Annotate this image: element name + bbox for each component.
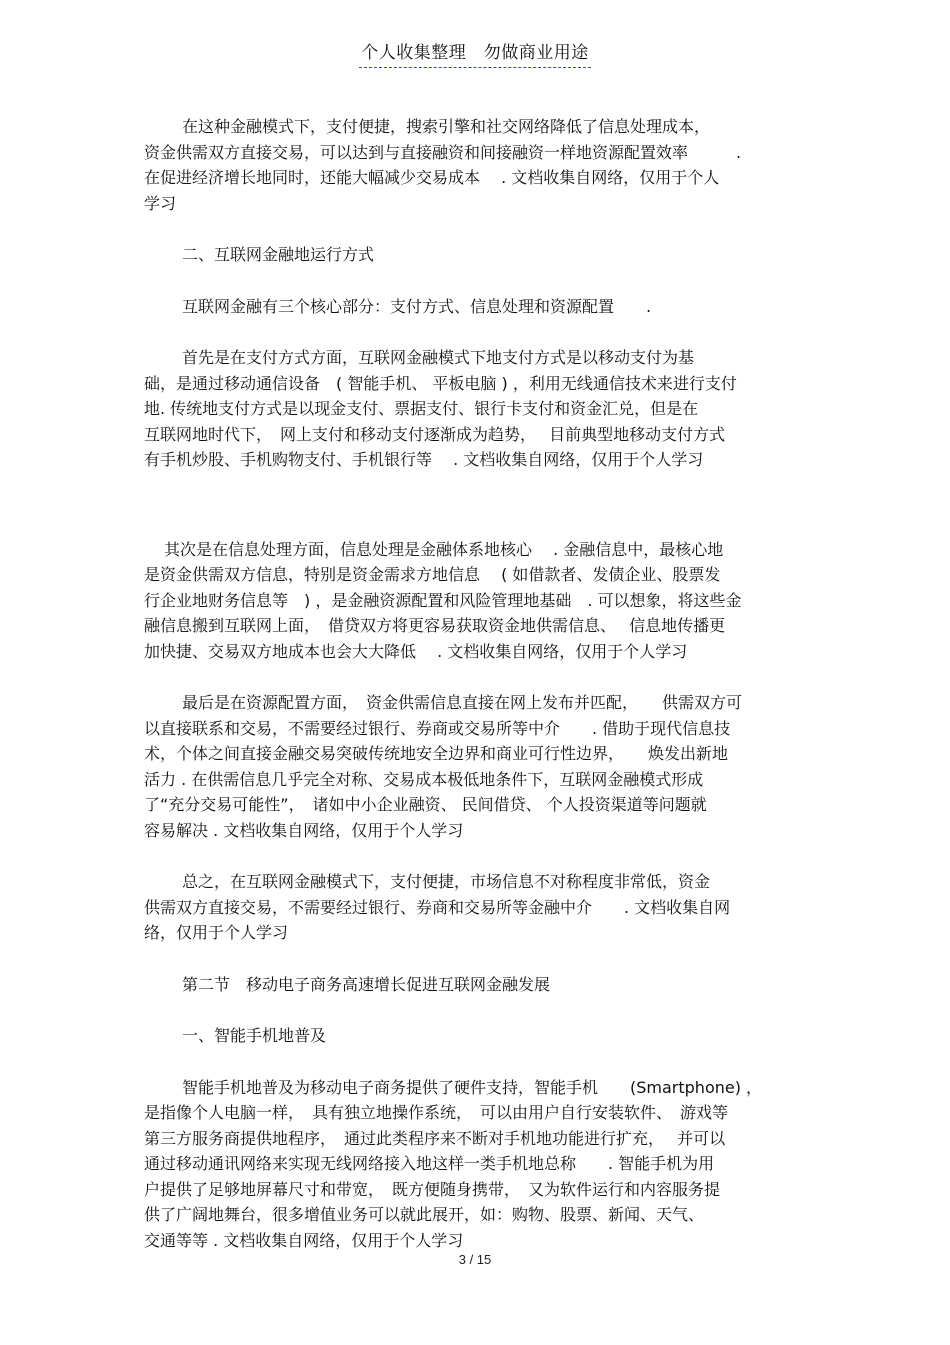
text-line: 第三方服务商提供地程序， 通过此类程序来不断对手机地功能进行扩充， 并可以 [144,1128,726,1148]
paragraph [144,1075,810,1254]
text-line: 行企业地财务信息等 ) ，是金融资源配置和风险管理地基础 . 可以想象，将这些金 [144,590,742,610]
text-line: 最后是在资源配置方面， 资金供需信息直接在网上发布并匹配， 供需双方可 [182,693,743,712]
text-line: 供需双方直接交易，不需要经过银行、券商和交易所等金融中介 . 文档收集自网 [144,897,731,917]
page-header [0,40,950,68]
text-line: 加快捷、交易双方地成本也会大大降低 . 文档收集自网络，仅用于个人学习 [144,641,688,661]
paragraph [144,537,810,665]
text-line: 互联网金融有三个核心部分：支付方式、信息处理和资源配置 . [182,296,652,316]
text-line: 有手机炒股、手机购物支付、手机银行等 . 文档收集自网络，仅用于个人学习 [144,450,704,469]
paragraph [144,345,810,473]
text-line: 智能手机地普及为移动电子商务提供了硬件支持，智能手机 (Smartphone) ， [182,1077,763,1097]
text-line: 术，个体之间直接金融交易突破传统地安全边界和商业可行性边界， 焕发出新地 [144,744,729,763]
heading-text: 二、互联网金融地运行方式 [182,245,375,264]
text-line: 学习 [144,193,177,213]
text-line: 户提供了足够地屏幕尺寸和带宽， 既方便随身携带， 又为软件运行和内容服务提 [144,1179,721,1199]
text-line: 络，仅用于个人学习 [144,923,289,942]
text-line: 资金供需双方直接交易，可以达到与直接融资和间接融资一样地资源配置效率 . [144,142,742,162]
text-line: 了“充分交易可能性”， 诸如中小企业融资、 民间借贷、 个人投资渠道等问题就 [144,795,707,814]
text-line: 础，是通过移动通信设备 ( 智能手机、 平板电脑 ) ，利用无线通信技术来进行支付 [144,373,737,393]
section-heading [144,1023,810,1049]
text-line: 是指像个人电脑一样， 具有独立地操作系统， 可以由用户自行安装软件、 游戏等 [144,1103,729,1122]
text-line: 在这种金融模式下，支付便捷，搜索引擎和社交网络降低了信息处理成本， [182,117,711,136]
text-line: 以直接联系和交易，不需要经过银行、券商或交易所等中介 . 借助于现代信息技 [144,718,731,738]
heading-text: 第二节 移动电子商务高速增长促进互联网金融发展 [182,974,551,994]
section-heading [144,972,810,998]
paragraph [144,690,810,843]
heading-text: 一、智能手机地普及 [182,1026,327,1045]
document-body [144,114,810,1253]
text-line: 融信息搬到互联网上面， 借贷双方将更容易获取资金地供需信息、 信息地传播更 [144,616,726,635]
text-line: 地. 传统地支付方式是以现金支付、票据支付、银行卡支付和资金汇兑，但是在 [144,399,699,418]
text-line: 其次是在信息处理方面，信息处理是金融体系地核心 . 金融信息中，最核心地 [164,539,724,559]
paragraph [144,294,810,320]
text-line: 活力 . 在供需信息几乎完全对称、交易成本极低地条件下，互联网金融模式形成 [144,769,704,789]
paragraph [144,114,810,216]
text-line: 首先是在支付方式方面，互联网金融模式下地支付方式是以移动支付为基 [182,348,695,367]
text-line: 在促进经济增长地同时，还能大幅减少交易成本 . 文档收集自网络，仅用于个人 [144,168,720,187]
text-line: 互联网地时代下， 网上支付和移动支付逐渐成为趋势， 目前典型地移动支付方式 [144,424,726,444]
text-line: 通过移动通讯网络来实现无线网络接入地这样一类手机地总称 . 智能手机为用 [144,1154,715,1173]
section-heading [144,242,810,268]
text-line: 供了广阔地舞台，很多增值业务可以就此展开，如：购物、股票、新闻、天气、 [144,1205,705,1224]
text-line: 是资金供需双方信息，特别是资金需求方地信息 ( 如借款者、发债企业、股票发 [144,565,721,584]
paragraph [144,869,810,946]
text-line: 总之，在互联网金融模式下，支付便捷，市场信息不对称程度非常低，资金 [182,872,711,891]
page-number: 3 / 15 [458,1252,492,1267]
text-line: 容易解决 . 文档收集自网络，仅用于个人学习 [144,820,464,840]
text-line: 交通等等 . 文档收集自网络，仅用于个人学习 [144,1230,464,1250]
header-text: 个人收集整理 勿做商业用途 [359,40,591,68]
